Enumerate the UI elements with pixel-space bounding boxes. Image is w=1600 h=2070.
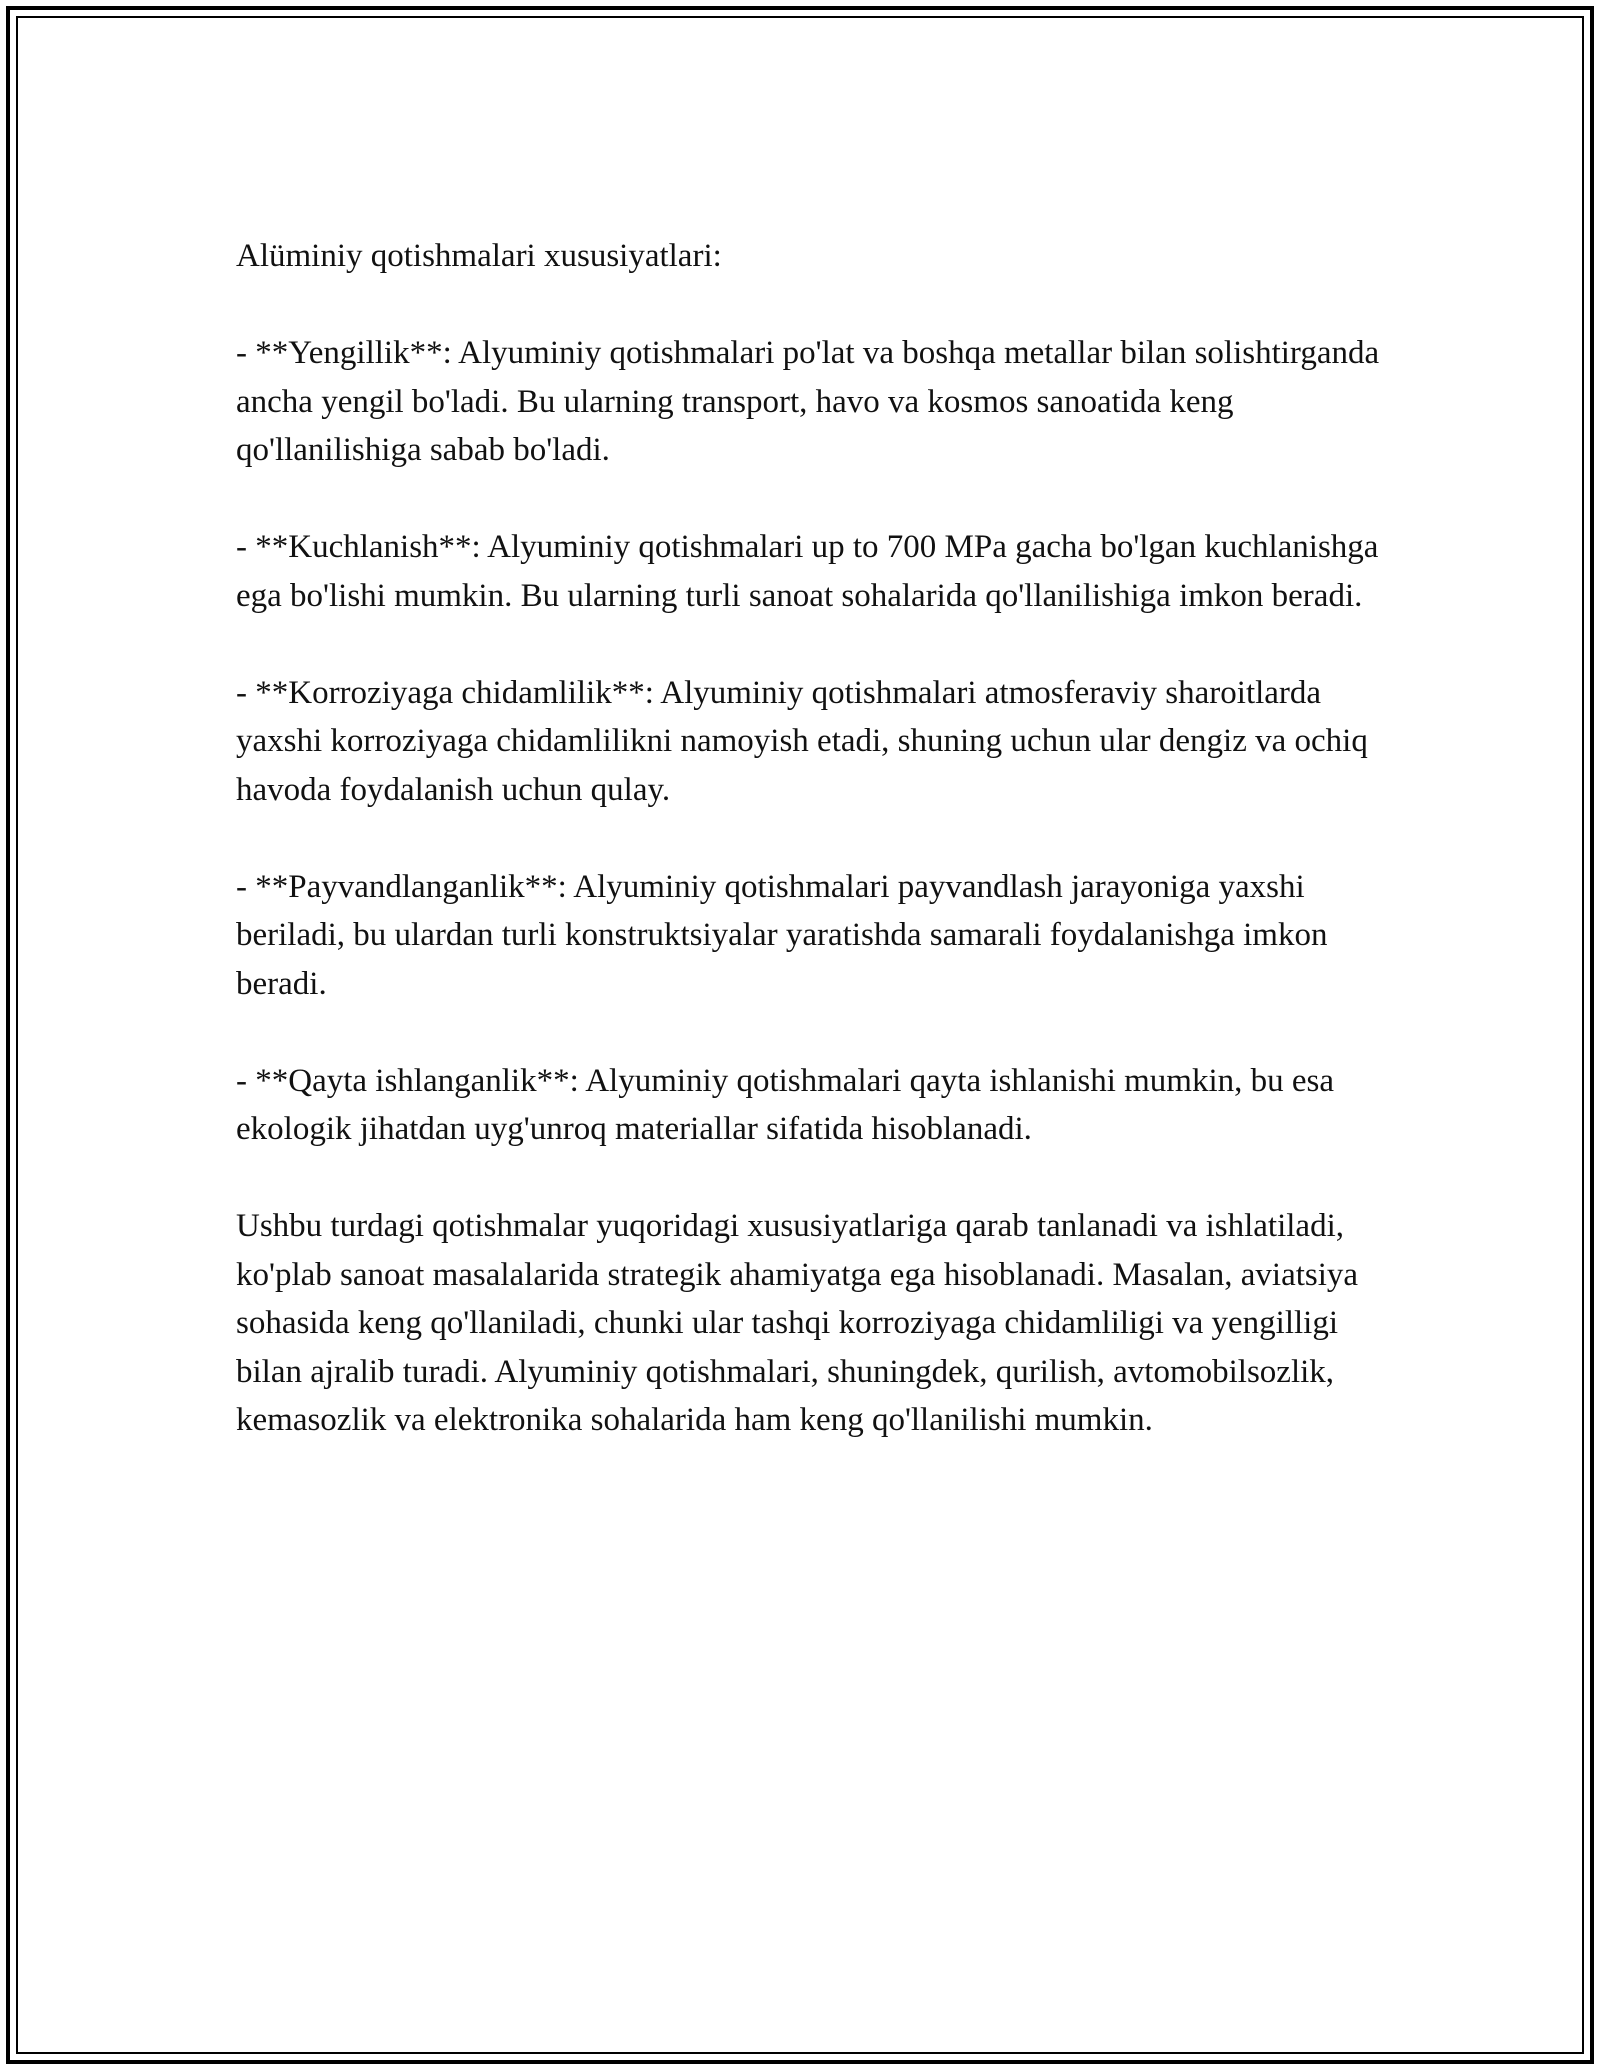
paragraph-korroziyaga-chidamlilik: - **Korroziyaga chidamlilik**: Alyuminiy qotishmalari atmosferaviy sharoitlarda yaxshi korroziyaga chidamlilikni namoyish etadi, shuning uchun ular dengiz va ochiq havoda foydalanish uchun qulay. xyxy=(236,674,1368,808)
document-heading: Alüminiy qotishmalari xususiyatlari: xyxy=(236,238,722,274)
paragraph-yengillik: - **Yengillik**: Alyuminiy qotishmalari po'lat va boshqa metallar bilan solishtirganda ancha yengil bo'ladi. Bu ularning transport, havo va kosmos sanoatida keng qo'llanilishiga sabab bo'ladi. xyxy=(236,335,1380,468)
paragraph-kuchlanish: - **Kuchlanish**: Alyuminiy qotishmalari up to 700 MPa gacha bo'lgan kuchlanishga ega bo'lishi mumkin. Bu ularning turli sanoat sohalarida qo'llanilishiga imkon beradi. xyxy=(236,529,1379,614)
paragraph-summary: Ushbu turdagi qotishmalar yuqoridagi xususiyatlariga qarab tanlanadi va ishlatiladi, ko'plab sanoat masalalarida strategik ahamiyatga ega hisoblanadi. Masalan, aviatsiya sohasida keng qo'llaniladi, chunki ular tashqi korroziyaga chidamliligi va yengilligi bilan ajralib turadi. Alyuminiy qotishmalari, shuningdek, qurilish, avtomobilsozlik, kemasozlik va elektronika sohalarida ham keng qo'llanilishi mumkin. xyxy=(236,1208,1359,1438)
paragraph-qayta-ishlanganlik: - **Qayta ishlanganlik**: Alyuminiy qotishmalari qayta ishlanishi mumkin, bu esa ekologik jihatdan uyg'unroq materiallar sifatida hisoblanadi. xyxy=(236,1062,1335,1147)
paragraph-payvandlanganlik: - **Payvandlanganlik**: Alyuminiy qotishmalari payvandlash jarayoniga yaxshi beriladi, bu ulardan turli konstruktsiyalar yaratishda samarali foydalanishga imkon beradi. xyxy=(236,868,1328,1002)
document-body xyxy=(236,232,1386,1493)
